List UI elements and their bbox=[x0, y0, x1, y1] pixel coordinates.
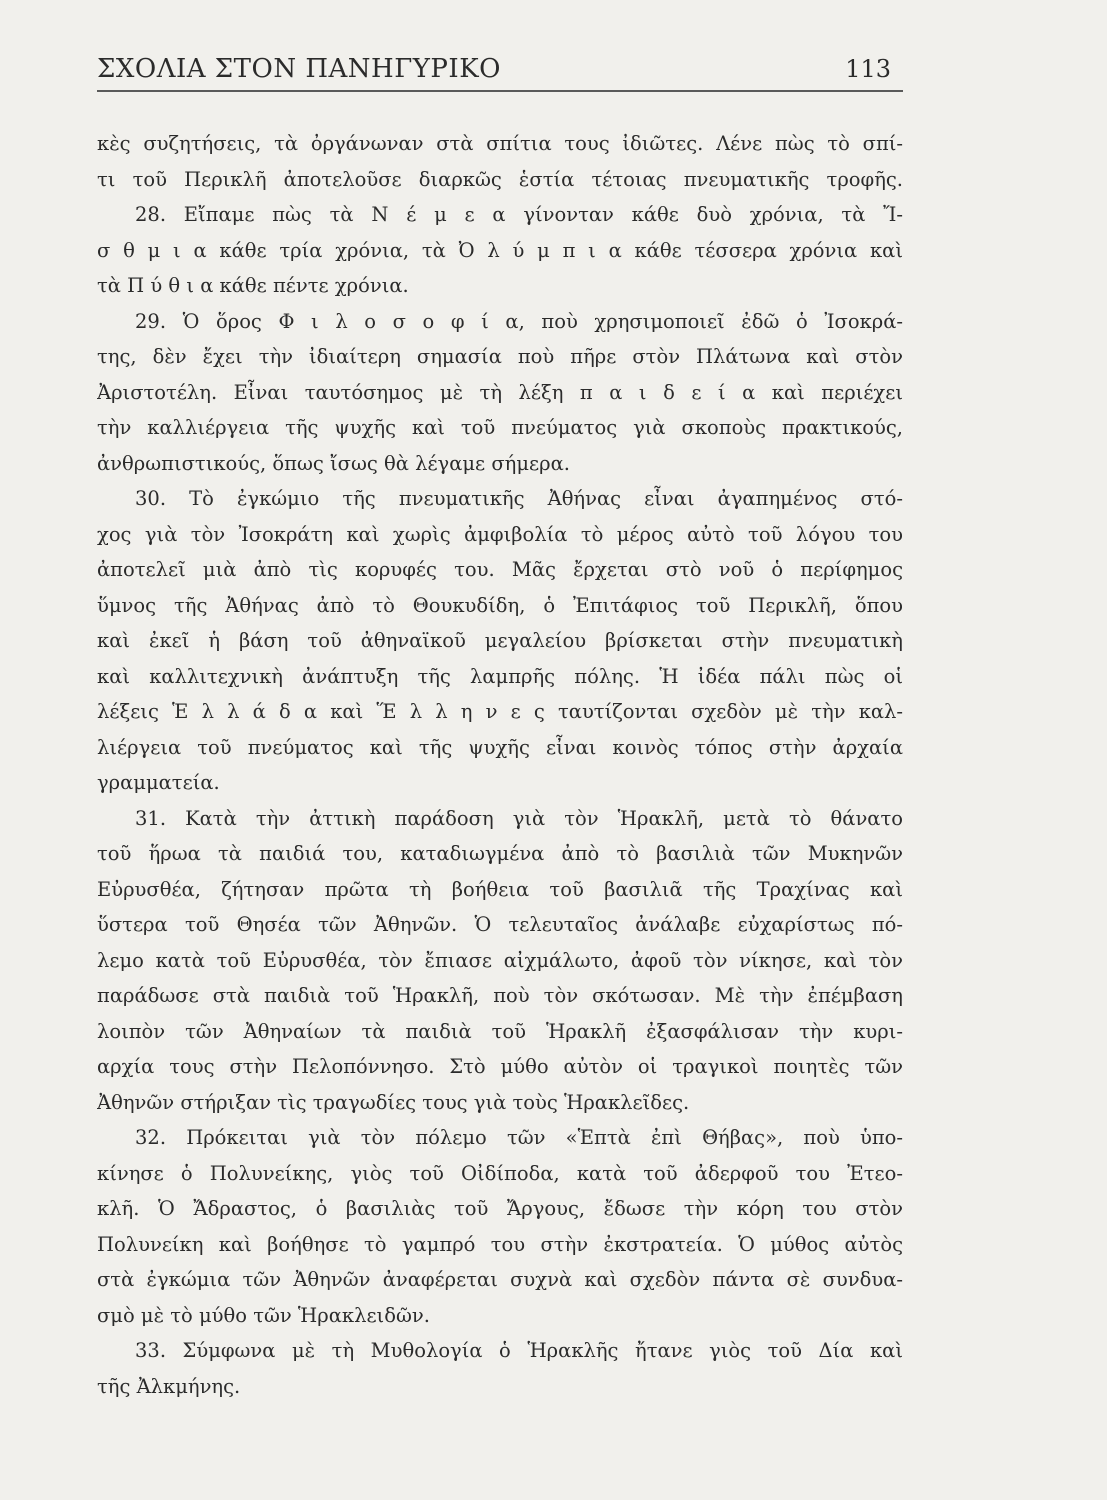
text-line: τὰ Π ύ θ ι α κάθε πέντε χρόνια. bbox=[97, 274, 409, 297]
note-29-start: 29. Ὁ ὅρος Φ ι λ ο σ ο φ ί α, ποὺ χρησιμοποιεῖ ἐδῶ ὁ Ἰσοκρά- bbox=[135, 309, 903, 333]
text-line: τὴν καλλιέργεια τῆς ψυχῆς καὶ τοῦ πνεύματος γιὰ σκοποὺς πρακτικούς, bbox=[97, 416, 903, 439]
text-line: κὲς συζητήσεις, τὰ ὀργάνωναν στὰ σπίτια τους ἰδιῶτες. Λένε πὼς τὸ σπί- bbox=[97, 132, 903, 155]
text-line: ἀποτελεῖ μιὰ ἀπὸ τὶς κορυφές του. Μᾶς ἔρχεται στὸ νοῦ ὁ περίφημος bbox=[97, 558, 903, 581]
text-line: ἀνθρωπιστικούς, ὅπως ἴσως θὰ λέγαμε σήμερα. bbox=[97, 451, 570, 475]
text-line: καὶ καλλιτεχνικὴ ἀνάπτυξη τῆς λαμπρῆς πόλης. Ἡ ἰδέα πάλι πὼς οἱ bbox=[97, 664, 903, 688]
text-line: ὕστερα τοῦ Θησέα τῶν Ἀθηνῶν. Ὁ τελευταῖος ἀνάλαβε εὐχαρίστως πό- bbox=[97, 913, 903, 936]
text-line: λοιπὸν τῶν Ἀθηναίων τὰ παιδιὰ τοῦ Ἡρακλῆ ἐξασφάλισαν τὴν κυρι- bbox=[97, 1019, 903, 1043]
text-line: στὰ ἐγκώμια τῶν Ἀθηνῶν ἀναφέρεται συχνὰ καὶ σχεδὸν πάντα σὲ συνδυα- bbox=[97, 1268, 903, 1291]
text-line: τοῦ ἥρωα τὰ παιδιά του, καταδιωγμένα ἀπὸ τὸ βασιλιὰ τῶν Μυκηνῶν bbox=[97, 842, 903, 865]
text-line: λεμο κατὰ τοῦ Εὐρυσθέα, τὸν ἔπιασε αἰχμάλωτο, ἀφοῦ τὸν νίκησε, καὶ τὸν bbox=[97, 948, 903, 972]
text-line: καὶ ἐκεῖ ἡ βάση τοῦ ἀθηναϊκοῦ μεγαλείου βρίσκεται στὴν πνευματικὴ bbox=[97, 629, 903, 652]
commentary-text bbox=[97, 126, 903, 1404]
note-31-start: 31. Κατὰ τὴν ἀττικὴ παράδοση γιὰ τὸν Ἡρακλῆ, μετὰ τὸ θάνατο bbox=[135, 806, 903, 830]
text-line: κίνησε ὁ Πολυνείκης, γιὸς τοῦ Οἰδίποδα, κατὰ τοῦ ἀδερφοῦ του Ἐτεο- bbox=[97, 1161, 903, 1185]
note-32-start: 32. Πρόκειται γιὰ τὸν πόλεμο τῶν «Ἑπτὰ ἐπὶ Θήβας», ποὺ ὑπο- bbox=[135, 1126, 903, 1149]
text-line: Πολυνείκη καὶ βοήθησε τὸ γαμπρό του στὴν ἐκστρατεία. Ὁ μύθος αὐτὸς bbox=[97, 1232, 903, 1256]
text-line: της, δὲν ἔχει τὴν ἰδιαίτερη σημασία ποὺ πῆρε στὸν Πλάτωνα καὶ στὸν bbox=[97, 345, 903, 368]
page-number: 113 bbox=[845, 55, 891, 83]
text-line: ὕμνος τῆς Ἀθήνας ἀπὸ τὸ Θουκυδίδη, ὁ Ἐπιτάφιος τοῦ Περικλῆ, ὅπου bbox=[97, 593, 903, 617]
header-rule bbox=[97, 90, 903, 92]
text-line: κλῆ. Ὁ Ἄδραστος, ὁ βασιλιὰς τοῦ Ἄργους, ἔδωσε τὴν κόρη του στὸν bbox=[97, 1197, 903, 1220]
note-30-start: 30. Τὸ ἐγκώμιο τῆς πνευματικῆς Ἀθήνας εἶναι ἀγαπημένος στό- bbox=[135, 487, 903, 510]
note-33-start: 33. Σύμφωνα μὲ τὴ Μυθολογία ὁ Ἡρακλῆς ἤτανε γιὸς τοῦ Δία καὶ bbox=[135, 1339, 903, 1362]
running-head bbox=[97, 52, 903, 86]
text-line: σμὸ μὲ τὸ μύθο τῶν Ἡρακλειδῶν. bbox=[97, 1303, 430, 1327]
text-line: λέξεις Ἑ λ λ ά δ α καὶ Ἕ λ λ η ν ε ς ταυτίζονται σχεδὸν μὲ τὴν καλ- bbox=[97, 700, 903, 723]
text-line: Ἀθηνῶν στήριξαν τὶς τραγωδίες τους γιὰ τοὺς Ἡρακλεῖδες. bbox=[97, 1090, 690, 1114]
running-title: ΣΧΟΛΙΑ ΣΤΟΝ ΠΑΝΗΓΥΡΙΚΟ bbox=[97, 54, 501, 84]
text-line: γραμματεία. bbox=[97, 771, 220, 794]
text-line: τῆς Ἀλκμήνης. bbox=[97, 1374, 241, 1398]
text-line: σ θ μ ι α κάθε τρία χρόνια, τὰ Ὀ λ ύ μ π ι α κάθε τέσσερα χρόνια καὶ bbox=[97, 238, 903, 262]
note-28-start: 28. Εἴπαμε πὼς τὰ Ν έ μ ε α γίνονταν κάθε δυὸ χρόνια, τὰ Ἴ- bbox=[135, 203, 903, 226]
text-line: παράδωσε στὰ παιδιὰ τοῦ Ἡρακλῆ, ποὺ τὸν σκότωσαν. Μὲ τὴν ἐπέμβαση bbox=[97, 984, 903, 1007]
text-line: τι τοῦ Περικλῆ ἀποτελοῦσε διαρκῶς ἑστία τέτοιας πνευματικῆς τροφῆς. bbox=[97, 167, 903, 191]
text-line: Ἀριστοτέλη. Εἶναι ταυτόσημος μὲ τὴ λέξη π α ι δ ε ί α καὶ περιέχει bbox=[97, 380, 903, 404]
text-line: αρχία τους στὴν Πελοπόννησο. Στὸ μύθο αὐτὸν οἱ τραγικοὶ ποιητὲς τῶν bbox=[97, 1055, 903, 1078]
text-line: λιέργεια τοῦ πνεύματος καὶ τῆς ψυχῆς εἶναι κοινὸς τόπος στὴν ἀρχαία bbox=[97, 735, 903, 759]
text-line: Εὐρυσθέα, ζήτησαν πρῶτα τὴ βοήθεια τοῦ βασιλιᾶ τῆς Τραχίνας καὶ bbox=[97, 877, 903, 901]
text-line: χος γιὰ τὸν Ἰσοκράτη καὶ χωρὶς ἀμφιβολία τὸ μέρος αὐτὸ τοῦ λόγου του bbox=[97, 522, 903, 546]
